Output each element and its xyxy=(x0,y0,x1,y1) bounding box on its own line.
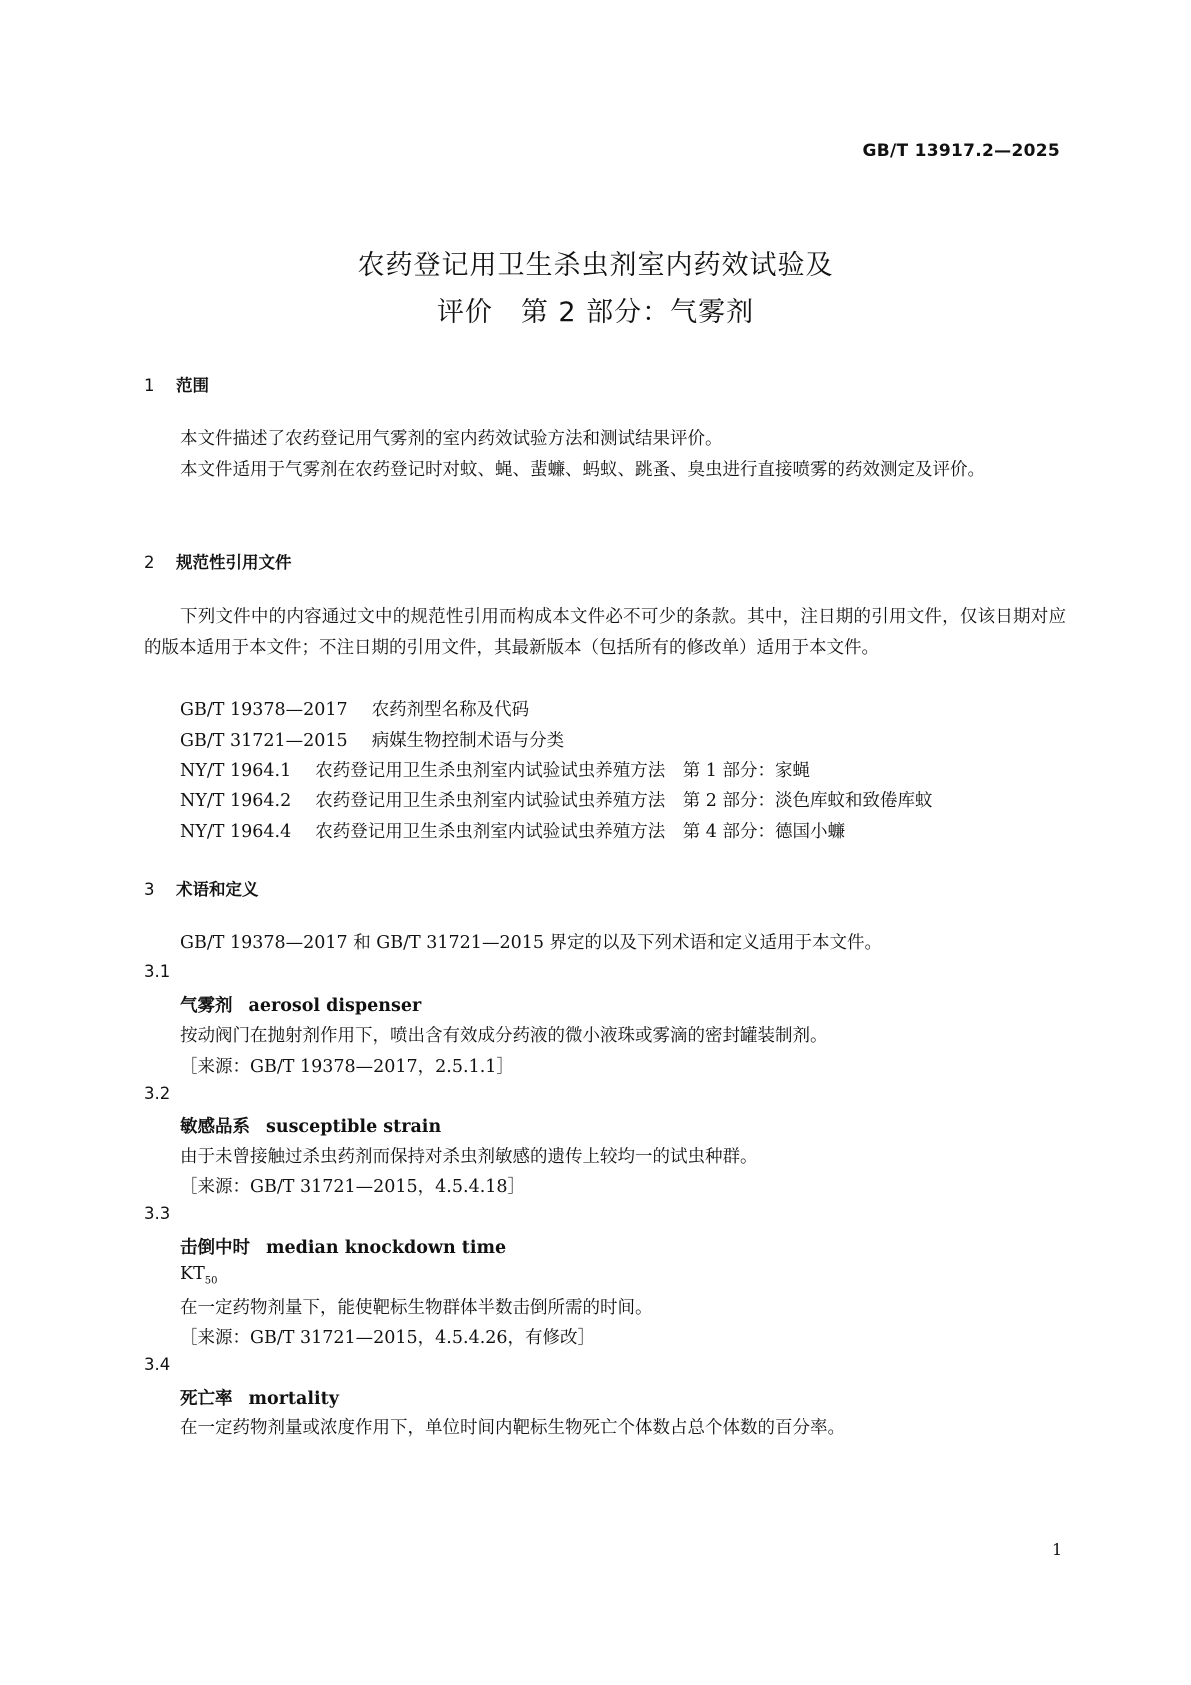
term-definition: 在一定药物剂量下，能使靶标生物群体半数击倒所需的时间。 xyxy=(180,1298,653,1318)
section-1-paragraph-2: 本文件适用于气雾剂在农药登记时对蚊、蝇、蜚蠊、蚂蚁、跳蚤、臭虫进行直接喷雾的药效测定及评价。 xyxy=(180,460,985,480)
term-english: susceptible strain xyxy=(266,1117,442,1137)
term-definition: 由于未曾接触过杀虫药剂而保持对杀虫剂敏感的遗传上较均一的试虫种群。 xyxy=(180,1147,758,1167)
section-2-paragraph-1: 下列文件中的内容通过文中的规范性引用而构成本文件必不可少的条款。其中，注日期的引用文件，仅该日期对应的版本适用于本文件；不注日期的引用文件，其最新版本（包括所有的修改单）适用于本文件。 xyxy=(144,607,1066,658)
term-chinese: 气雾剂 xyxy=(180,996,233,1016)
reference-title: 农药登记用卫生杀虫剂室内试验试虫养殖方法 第 1 部分：家蝇 xyxy=(315,761,810,781)
term-definition: 在一定药物剂量或浓度作用下，单位时间内靶标生物死亡个体数占总个体数的百分率。 xyxy=(180,1418,845,1438)
term-heading xyxy=(180,1113,441,1138)
reference-item xyxy=(180,787,933,812)
term-source: ［来源：GB/T 31721—2015，4.5.4.26，有修改］ xyxy=(180,1328,596,1348)
term-chinese: 死亡率 xyxy=(180,1389,233,1409)
reference-code: GB/T 31721—2015 xyxy=(180,731,348,751)
reference-item xyxy=(180,727,564,752)
term-chinese: 敏感品系 xyxy=(180,1117,250,1137)
reference-code: GB/T 19378—2017 xyxy=(180,700,348,720)
term-heading xyxy=(180,992,421,1017)
section-number: 2 xyxy=(144,553,155,572)
section-3-intro: GB/T 19378—2017 和 GB/T 31721—2015 界定的以及下列术语和定义适用于本文件。 xyxy=(180,933,883,953)
section-title: 术语和定义 xyxy=(176,880,259,899)
term-symbol xyxy=(180,1264,217,1287)
term-english: mortality xyxy=(248,1389,339,1409)
reference-code: NY/T 1964.4 xyxy=(180,822,292,842)
symbol-main: KT xyxy=(180,1264,205,1284)
standard-number: GB/T 13917.2—2025 xyxy=(862,141,1060,161)
term-chinese: 击倒中时 xyxy=(180,1238,250,1258)
term-heading xyxy=(180,1234,506,1259)
term-english: median knockdown time xyxy=(266,1238,507,1258)
section-title: 规范性引用文件 xyxy=(176,553,292,572)
term-heading xyxy=(180,1385,339,1410)
clause-number: 3.4 xyxy=(144,1355,171,1374)
reference-code: NY/T 1964.2 xyxy=(180,791,292,811)
reference-title: 农药登记用卫生杀虫剂室内试验试虫养殖方法 第 2 部分：淡色库蚊和致倦库蚊 xyxy=(315,791,933,811)
section-title: 范围 xyxy=(176,376,209,395)
section-2-heading xyxy=(144,549,292,573)
section-number: 1 xyxy=(144,376,155,395)
term-definition: 按动阀门在抛射剂作用下，喷出含有效成分药液的微小液珠或雾滴的密封罐装制剂。 xyxy=(180,1026,828,1046)
section-1-paragraph-1: 本文件描述了农药登记用气雾剂的室内药效试验方法和测试结果评价。 xyxy=(180,429,723,449)
document-title-line-2: 评价 第 2 部分：气雾剂 xyxy=(436,297,755,328)
symbol-subscript: 50 xyxy=(204,1275,218,1287)
section-number: 3 xyxy=(144,880,155,899)
reference-title: 病媒生物控制术语与分类 xyxy=(371,731,565,751)
section-3-heading xyxy=(144,876,259,900)
clause-number: 3.2 xyxy=(144,1084,171,1103)
reference-item xyxy=(180,757,810,782)
page-number: 1 xyxy=(1052,1540,1063,1559)
clause-number: 3.1 xyxy=(144,962,171,981)
term-source: ［来源：GB/T 31721—2015，4.5.4.18］ xyxy=(180,1177,526,1197)
reference-code: NY/T 1964.1 xyxy=(180,761,292,781)
clause-number: 3.3 xyxy=(144,1204,171,1223)
section-1-heading xyxy=(144,372,209,396)
reference-title: 农药登记用卫生杀虫剂室内试验试虫养殖方法 第 4 部分：德国小蠊 xyxy=(315,822,845,842)
reference-title: 农药剂型名称及代码 xyxy=(371,700,530,720)
term-source: ［来源：GB/T 19378—2017，2.5.1.1］ xyxy=(180,1057,514,1077)
reference-item xyxy=(180,696,529,721)
term-english: aerosol dispenser xyxy=(248,996,422,1016)
reference-item xyxy=(180,818,845,843)
document-title-line-1: 农药登记用卫生杀虫剂室内药效试验及 xyxy=(357,250,834,281)
